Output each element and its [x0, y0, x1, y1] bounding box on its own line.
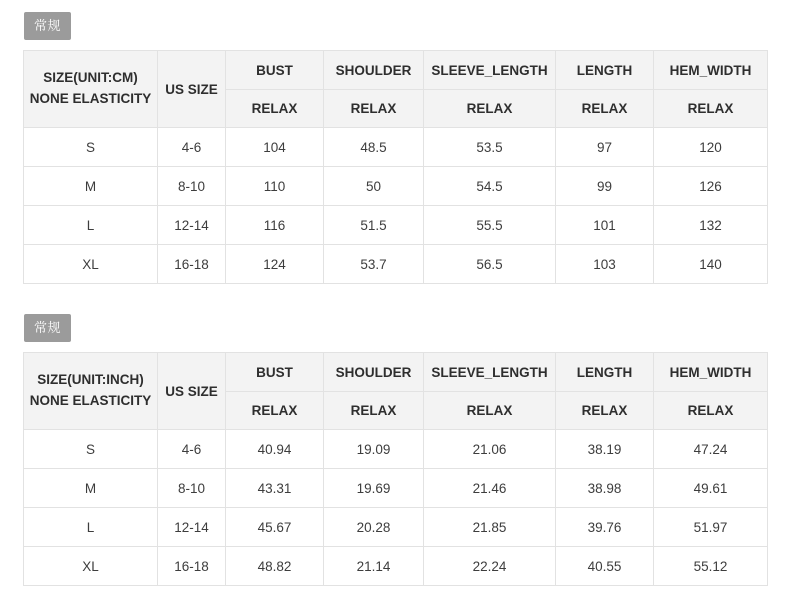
badge-row-inch	[0, 314, 790, 342]
size-table-inch	[23, 352, 768, 586]
size-block-inch	[0, 314, 790, 586]
cell-us-size: 4-6	[158, 128, 226, 167]
header-measure-bust-cm: BUST	[226, 51, 324, 90]
table-row	[24, 508, 768, 547]
table-header-row-measures-inch	[24, 353, 768, 392]
cell-sleeve-length: 55.5	[424, 206, 556, 245]
cell-us-size: 8-10	[158, 167, 226, 206]
cell-hem-width: 49.61	[654, 469, 768, 508]
cell-size: M	[24, 167, 158, 206]
header-relax-shoulder-cm: RELAX	[324, 90, 424, 128]
size-table-cm	[23, 50, 768, 284]
header-us-size-inch: US SIZE	[158, 353, 226, 430]
cell-shoulder: 19.69	[324, 469, 424, 508]
header-relax-bust-inch: RELAX	[226, 392, 324, 430]
cell-length: 38.98	[556, 469, 654, 508]
cell-sleeve-length: 22.24	[424, 547, 556, 586]
table-row	[24, 128, 768, 167]
cell-size: XL	[24, 547, 158, 586]
cell-length: 99	[556, 167, 654, 206]
header-measure-length-cm: LENGTH	[556, 51, 654, 90]
header-us-size-cm: US SIZE	[158, 51, 226, 128]
header-relax-sleeve-length-cm: RELAX	[424, 90, 556, 128]
cell-hem-width: 126	[654, 167, 768, 206]
header-measure-length-inch: LENGTH	[556, 353, 654, 392]
cell-hem-width: 120	[654, 128, 768, 167]
corner-line1-cm: SIZE(UNIT:CM)	[43, 70, 138, 86]
cell-length: 40.55	[556, 547, 654, 586]
header-measure-sleeve-length-cm: SLEEVE_LENGTH	[424, 51, 556, 90]
header-measure-shoulder-cm: SHOULDER	[324, 51, 424, 90]
cell-length: 39.76	[556, 508, 654, 547]
table-row	[24, 245, 768, 284]
header-relax-length-inch: RELAX	[556, 392, 654, 430]
header-relax-length-cm: RELAX	[556, 90, 654, 128]
table-row	[24, 167, 768, 206]
table-corner-cell-inch	[24, 353, 158, 430]
cell-shoulder: 21.14	[324, 547, 424, 586]
size-type-badge-inch: 常规	[24, 314, 71, 342]
table-header-row-measures-cm	[24, 51, 768, 90]
cell-size: S	[24, 430, 158, 469]
table-row	[24, 469, 768, 508]
cell-sleeve-length: 53.5	[424, 128, 556, 167]
cell-shoulder: 20.28	[324, 508, 424, 547]
corner-line1-inch: SIZE(UNIT:INCH)	[37, 372, 144, 388]
cell-sleeve-length: 56.5	[424, 245, 556, 284]
cell-us-size: 4-6	[158, 430, 226, 469]
cell-length: 103	[556, 245, 654, 284]
cell-bust: 124	[226, 245, 324, 284]
header-measure-hem-width-cm: HEM_WIDTH	[654, 51, 768, 90]
size-type-badge-cm: 常规	[24, 12, 71, 40]
table-row	[24, 547, 768, 586]
cell-sleeve-length: 21.85	[424, 508, 556, 547]
header-relax-hem-width-cm: RELAX	[654, 90, 768, 128]
cell-bust: 116	[226, 206, 324, 245]
header-relax-shoulder-inch: RELAX	[324, 392, 424, 430]
cell-shoulder: 50	[324, 167, 424, 206]
header-measure-hem-width-inch: HEM_WIDTH	[654, 353, 768, 392]
cell-length: 97	[556, 128, 654, 167]
cell-size: L	[24, 206, 158, 245]
header-relax-hem-width-inch: RELAX	[654, 392, 768, 430]
cell-size: M	[24, 469, 158, 508]
badge-row-cm	[0, 12, 790, 40]
cell-size: L	[24, 508, 158, 547]
cell-us-size: 12-14	[158, 206, 226, 245]
cell-hem-width: 55.12	[654, 547, 768, 586]
cell-length: 38.19	[556, 430, 654, 469]
cell-hem-width: 140	[654, 245, 768, 284]
cell-bust: 104	[226, 128, 324, 167]
cell-bust: 43.31	[226, 469, 324, 508]
cell-size: S	[24, 128, 158, 167]
header-measure-sleeve-length-inch: SLEEVE_LENGTH	[424, 353, 556, 392]
cell-hem-width: 132	[654, 206, 768, 245]
cell-shoulder: 53.7	[324, 245, 424, 284]
cell-bust: 45.67	[226, 508, 324, 547]
cell-us-size: 16-18	[158, 547, 226, 586]
cell-us-size: 12-14	[158, 508, 226, 547]
cell-shoulder: 51.5	[324, 206, 424, 245]
corner-line2-cm: NONE ELASTICITY	[29, 91, 152, 106]
cell-sleeve-length: 21.46	[424, 469, 556, 508]
header-measure-shoulder-inch: SHOULDER	[324, 353, 424, 392]
cell-sleeve-length: 21.06	[424, 430, 556, 469]
cell-shoulder: 19.09	[324, 430, 424, 469]
corner-line2-inch: NONE ELASTICITY	[29, 393, 152, 408]
cell-sleeve-length: 54.5	[424, 167, 556, 206]
cell-length: 101	[556, 206, 654, 245]
cell-bust: 110	[226, 167, 324, 206]
header-measure-bust-inch: BUST	[226, 353, 324, 392]
header-relax-bust-cm: RELAX	[226, 90, 324, 128]
header-relax-sleeve-length-inch: RELAX	[424, 392, 556, 430]
cell-size: XL	[24, 245, 158, 284]
cell-bust: 48.82	[226, 547, 324, 586]
cell-us-size: 16-18	[158, 245, 226, 284]
cell-bust: 40.94	[226, 430, 324, 469]
cell-hem-width: 47.24	[654, 430, 768, 469]
cell-hem-width: 51.97	[654, 508, 768, 547]
cell-us-size: 8-10	[158, 469, 226, 508]
cell-shoulder: 48.5	[324, 128, 424, 167]
table-row	[24, 206, 768, 245]
size-block-cm	[0, 12, 790, 284]
table-row	[24, 430, 768, 469]
table-corner-cell-cm	[24, 51, 158, 128]
